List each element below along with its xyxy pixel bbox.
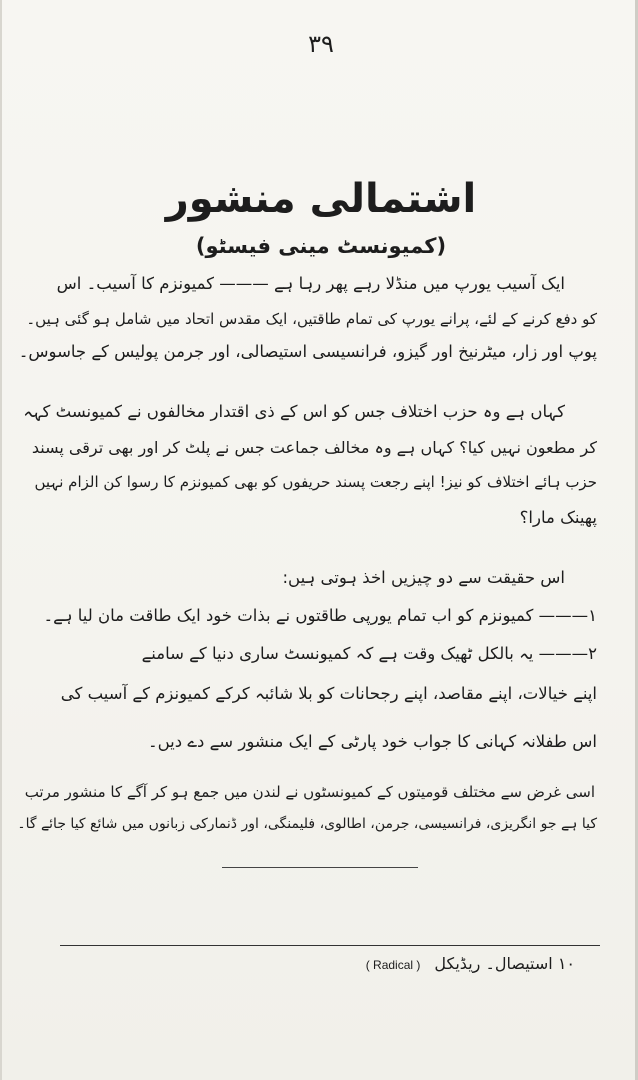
page-subtitle: (کمیونسٹ مینی فیسٹو) — [195, 234, 447, 258]
text-line: کر مطعون نہیں کیا؟ کہاں ہے وہ مخالف جماعت جس نے پلٹ کر اور بھی ترقی پسند — [31, 438, 597, 457]
text-line: کیا ہے جو انگریزی، فرانسیسی، جرمن، اطالوی، فلیمنگی، اور ڈنمارکی زبانوں میں شائع کیا جائے گا۔ — [17, 816, 597, 832]
text-line: اسی غرض سے مختلف قومیتوں کے کمیونسٹوں نے لندن میں جمع ہو کر آگے کا منشور مرتب — [24, 783, 595, 801]
text-line: پوپ اور زار، میٹرنیخ اور گیزو، فرانسیسی استیصالی، اور جرمن پولیس کے جاسوس۔ — [18, 342, 597, 361]
section-divider — [222, 867, 418, 868]
list-item-2: ۲——— یہ بالکل ٹھیک وقت ہے کہ کمیونسٹ ساری دنیا کے سامنے — [141, 644, 597, 663]
text-line: اپنے خیالات، اپنے مقاصد، اپنے رجحانات کو بلا شائبہ کرکے کمیونزم کے آسیب کی — [60, 684, 597, 703]
list-item-1: ۱——— کمیونزم کو اب تمام یورپی طاقتوں نے بذات خود ایک طاقت مان لیا ہے۔ — [43, 606, 597, 625]
text-line: اس طفلانہ کہانی کا جواب خود پارٹی کے ایک منشور سے دے دیں۔ — [147, 732, 597, 751]
footnote-divider — [60, 945, 600, 946]
text-line: کہاں ہے وہ حزب اختلاف جس کو اس کے ذی اقتدار مخالفوں نے کمیونسٹ کہہ — [23, 402, 565, 421]
text-line: حزب ہائے اختلاف کو نیز! اپنے رجعت پسند حریفوں کو بھی کمیونزم کا رسوا کن الزام نہیں — [34, 473, 597, 491]
text-line: اس حقیقت سے دو چیزیں اخذ ہوتی ہیں: — [282, 568, 565, 587]
text-line: کو دفع کرنے کے لئے، پرانے یورپ کی تمام طاقتیں، ایک مقدس اتحاد میں شامل ہو گئی ہیں۔ — [26, 310, 597, 328]
text-line: ایک آسیب یورپ میں منڈلا رہے پھر رہا ہے ——— کمیونزم کا آسیب۔ اس — [56, 274, 565, 293]
page-title: اشتمالی منشور — [165, 176, 477, 222]
footnote — [352, 954, 575, 973]
footnote-urdu: ۱۰ استیصال۔ ریڈیکل — [434, 954, 575, 973]
page-number: ۳۹ — [308, 30, 334, 58]
footnote-latin: ( Radical ) — [365, 958, 421, 972]
text-line: پھینک مارا؟ — [519, 508, 597, 527]
